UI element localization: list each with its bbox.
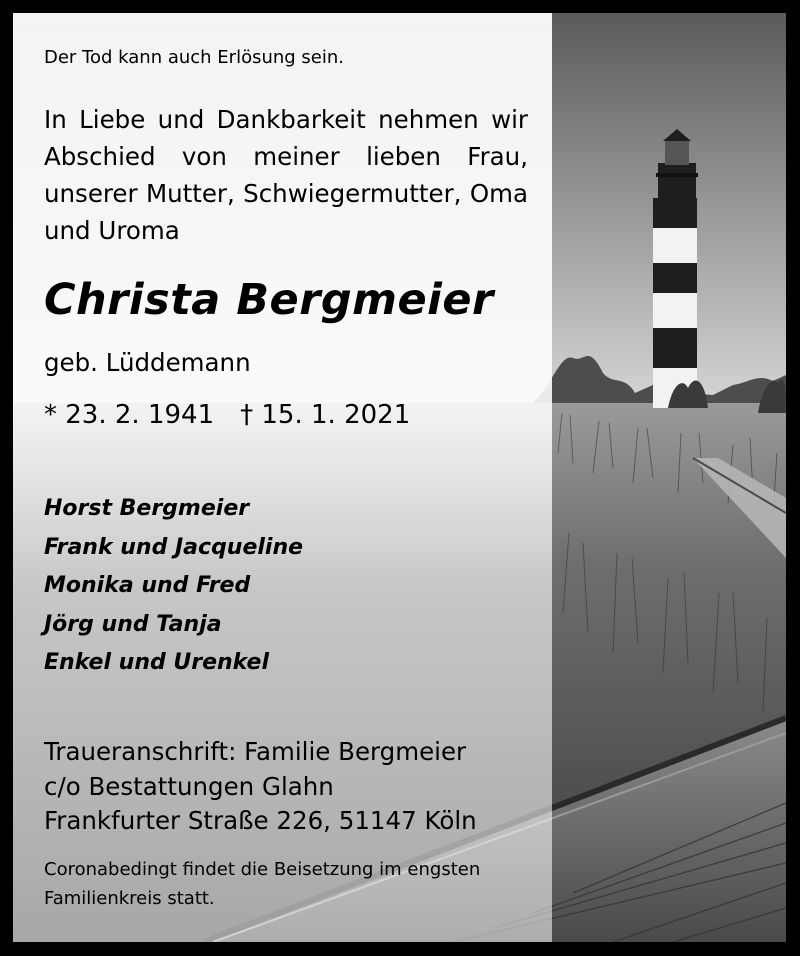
note-line: Familienkreis statt. bbox=[44, 888, 215, 909]
birth-date: * 23. 2. 1941 bbox=[44, 400, 215, 430]
address-line: Traueranschrift: Familie Bergmeier bbox=[44, 737, 467, 766]
obituary-card bbox=[13, 13, 786, 942]
life-dates bbox=[44, 400, 410, 430]
maiden-name: geb. Lüddemann bbox=[44, 348, 251, 377]
motto-text: Der Tod kann auch Erlösung sein. bbox=[44, 47, 345, 68]
funeral-note bbox=[44, 855, 480, 913]
mourners-list bbox=[44, 490, 303, 683]
deceased-name: Christa Bergmeier bbox=[44, 275, 494, 325]
address-line: c/o Bestattungen Glahn bbox=[44, 771, 334, 801]
death-date: † 15. 1. 2021 bbox=[240, 400, 411, 430]
mourner-name: Horst Bergmeier bbox=[44, 496, 250, 521]
mourner-name: Frank und Jacqueline bbox=[44, 534, 304, 560]
mourner-name: Monika und Fred bbox=[44, 573, 251, 598]
intro-text: In Liebe und Dankbarkeit nehmen wir Abschied von meiner lieben Frau, unserer Mutter, Schwiegermutter, Oma und Uroma bbox=[44, 105, 528, 245]
note-line: Coronabedingt findet die Beisetzung im engsten bbox=[44, 859, 481, 880]
address-line: Frankfurter Straße 226, 51147 Köln bbox=[44, 806, 477, 835]
lighthouse bbox=[653, 129, 698, 408]
text-panel bbox=[13, 13, 552, 942]
mourner-name: Jörg und Tanja bbox=[44, 611, 222, 637]
mourner-name: Enkel und Urenkel bbox=[44, 650, 269, 675]
mourning-address bbox=[44, 735, 477, 839]
